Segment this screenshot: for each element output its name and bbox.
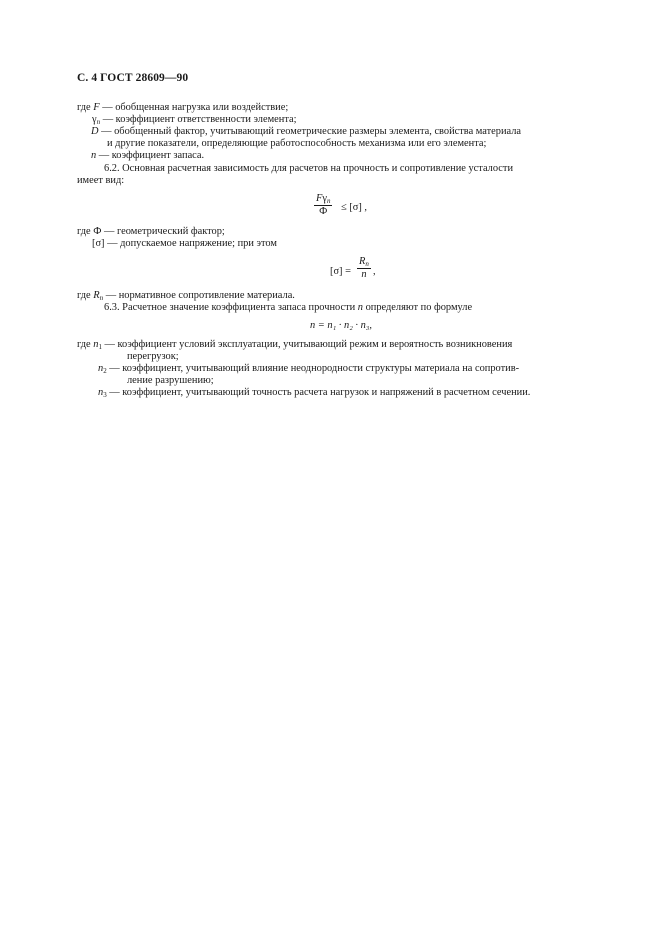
section-6-3: [104, 302, 472, 314]
def-rn: [77, 290, 295, 302]
def-n3: [98, 387, 530, 399]
fraction-gamma: γ: [322, 193, 327, 204]
def-n: [91, 150, 204, 162]
formula-2-fraction: [357, 256, 371, 281]
fraction-symbol: R: [359, 256, 366, 267]
def-symbol: R: [93, 290, 100, 301]
def-text: — коэффициент ответственности элемента;: [100, 114, 297, 125]
formula-1-fraction: [314, 193, 332, 218]
def-sigma: [σ] — допускаемое напряжение; при этом: [92, 238, 277, 249]
formula-1-denominator: Ф: [314, 205, 332, 218]
section-6-2-line1: 6.2. Основная расчетная зависимость для расчетов на прочность и сопротивление усталости: [104, 163, 514, 174]
def-subscript: n: [96, 118, 101, 126]
section-tail: определяют по формуле: [363, 302, 473, 313]
def-subscript: n: [99, 294, 104, 302]
def-prefix: где: [77, 290, 94, 301]
def-gamma: [92, 114, 297, 126]
def-symbol: F: [93, 102, 100, 113]
def-text: — коэффициент запаса.: [96, 150, 205, 161]
def-text: — коэффициент, учитывающий влияние неоднородности структуры материала на сопротив-: [106, 363, 520, 374]
def-text: — обобщенная нагрузка или воздействие;: [99, 102, 289, 113]
formula-1-relation: ≤ [σ] ,: [341, 202, 368, 213]
def-symbol: n: [91, 150, 97, 161]
def-phi: где Ф — геометрический фактор;: [77, 226, 225, 237]
formula-2-numerator: [357, 256, 371, 268]
formula-1-numerator: [314, 193, 332, 205]
def-symbol: n: [98, 387, 104, 398]
def-subscript: 3: [103, 391, 107, 399]
formula-2-tail: ,: [373, 266, 376, 277]
def-text: — обобщенный фактор, учитывающий геометрические размеры элемента, свойства материала: [98, 126, 522, 137]
def-n1: [77, 339, 512, 351]
section-text: 6.3. Расчетное значение коэффициента запаса прочности: [104, 302, 358, 313]
formula-3: n = n₁ · n₂ · n₃,: [310, 320, 373, 331]
fraction-subscript: n: [365, 260, 369, 268]
def-symbol: γ: [92, 114, 97, 125]
def-symbol: D: [91, 126, 99, 137]
def-d-cont: и другие показатели, определяющие работоспособность механизма или его элемента;: [107, 138, 487, 149]
def-text: — нормативное сопротивление материала.: [103, 290, 295, 301]
def-n2: [98, 363, 519, 375]
def-n1-cont: перегрузок;: [127, 351, 179, 362]
section-symbol: n: [357, 302, 363, 313]
def-symbol: n: [98, 363, 104, 374]
fraction-symbol: F: [316, 193, 323, 204]
def-prefix: где: [77, 339, 94, 350]
def-d: [91, 126, 521, 138]
def-subscript: 2: [103, 367, 107, 375]
section-6-2-line2: имеет вид:: [77, 175, 125, 186]
def-symbol: n: [93, 339, 99, 350]
def-n2-cont: ление разрушению;: [127, 375, 214, 386]
page-header: С. 4 ГОСТ 28609—90: [77, 72, 189, 84]
formula-2-lhs: [σ] =: [330, 266, 351, 277]
formula-2-denominator: n: [357, 268, 371, 281]
def-subscript: 1: [98, 343, 102, 351]
fraction-subscript: n: [326, 197, 331, 205]
def-text: — коэффициент условий эксплуатации, учитывающий режим и вероятность возникновения: [101, 339, 513, 350]
def-f: [77, 102, 288, 114]
def-prefix: где: [77, 102, 94, 113]
def-text: — коэффициент, учитывающий точность расчета нагрузок и напряжений в расчетном сечении.: [106, 387, 531, 398]
